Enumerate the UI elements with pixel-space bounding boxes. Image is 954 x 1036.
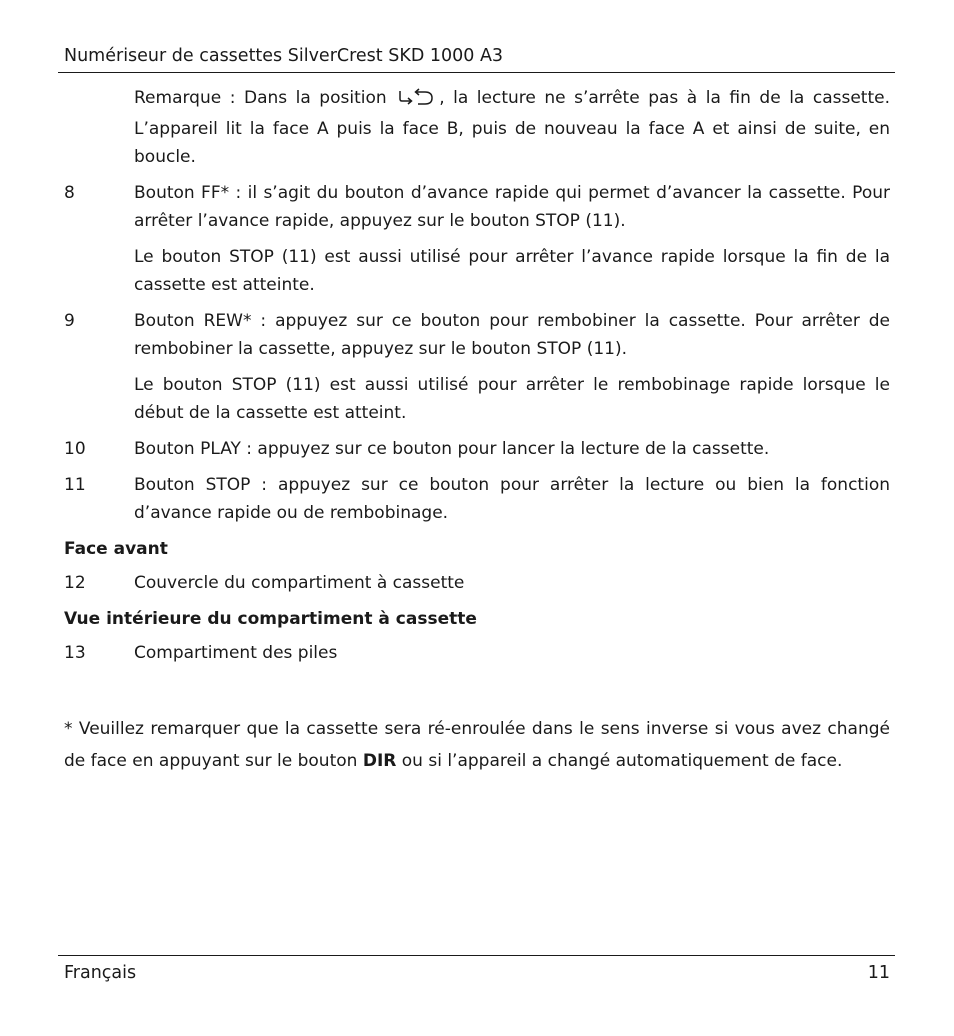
item-number: 10 xyxy=(64,439,86,459)
item-text: Couvercle du compartiment à cassette xyxy=(134,573,465,593)
item-paragraph: Le bouton STOP (11) est aussi utilisé pour arrêter l’avance rapide lorsque la fin de la cassette est atteinte. xyxy=(134,247,890,295)
footer-language: Français xyxy=(64,963,137,983)
item-paragraph: Le bouton STOP (11) est aussi utilisé pour arrêter le rembobinage rapide lorsque le début de la cassette est atteint. xyxy=(134,375,890,423)
remark-paragraph xyxy=(134,84,890,171)
item-text: Compartiment des piles xyxy=(134,643,338,663)
footer-divider xyxy=(58,955,895,956)
remark-text-end: , la lecture ne s’arrête pas à la fin de la cassette. L’appareil lit la face A puis la face B, puis de nouveau la face A et ainsi de suite, en boucle. xyxy=(134,88,890,167)
list-item-8 xyxy=(64,179,890,299)
item-paragraph: Bouton FF* : il s’agit du bouton d’avance rapide qui permet d’avancer la cassette. Pour arrêter l’avance rapide, appuyez sur le bouton STOP (11). xyxy=(134,183,890,231)
item-number: 11 xyxy=(64,475,86,495)
footnote-text-start: * Veuillez remarquer que la cassette sera ré-enroulée dans le sens inverse si vous avez changé de face en appuyant sur le bouton xyxy=(64,719,890,771)
list-item-9 xyxy=(64,307,890,427)
item-paragraph: Bouton PLAY : appuyez sur ce bouton pour lancer la lecture de la cassette. xyxy=(134,439,770,459)
section-heading-vue-interieure: Vue intérieure du compartiment à cassette xyxy=(64,609,477,629)
page-content xyxy=(64,84,890,777)
item-number: 8 xyxy=(64,183,75,203)
item-paragraph: Bouton REW* : appuyez sur ce bouton pour rembobiner la cassette. Pour arrêter de rembobiner la cassette, appuyez sur le bouton STOP (11). xyxy=(134,311,890,359)
footnote-dir-label: DIR xyxy=(362,751,397,771)
item-number: 9 xyxy=(64,311,75,331)
remark-text-start: Remarque : Dans la position xyxy=(134,88,387,108)
section-heading-face-avant: Face avant xyxy=(64,539,168,559)
footnote-text-end: ou si l’appareil a changé automatiquement de face. xyxy=(401,751,843,771)
page-number: 11 xyxy=(867,963,890,983)
list-item-11 xyxy=(64,471,890,527)
document-header: Numériseur de cassettes SilverCrest SKD 1000 A3 xyxy=(64,46,504,66)
list-item-10 xyxy=(64,435,890,463)
list-item-12 xyxy=(64,569,890,597)
footnote xyxy=(64,713,890,777)
item-paragraph: Bouton STOP : appuyez sur ce bouton pour arrêter la lecture ou bien la fonction d’avance rapide ou de rembobinage. xyxy=(134,475,890,523)
header-divider xyxy=(58,72,895,73)
list-item-13 xyxy=(64,639,890,667)
item-number: 12 xyxy=(64,573,86,593)
item-number: 13 xyxy=(64,643,86,663)
repeat-arrows-icon xyxy=(397,87,437,115)
